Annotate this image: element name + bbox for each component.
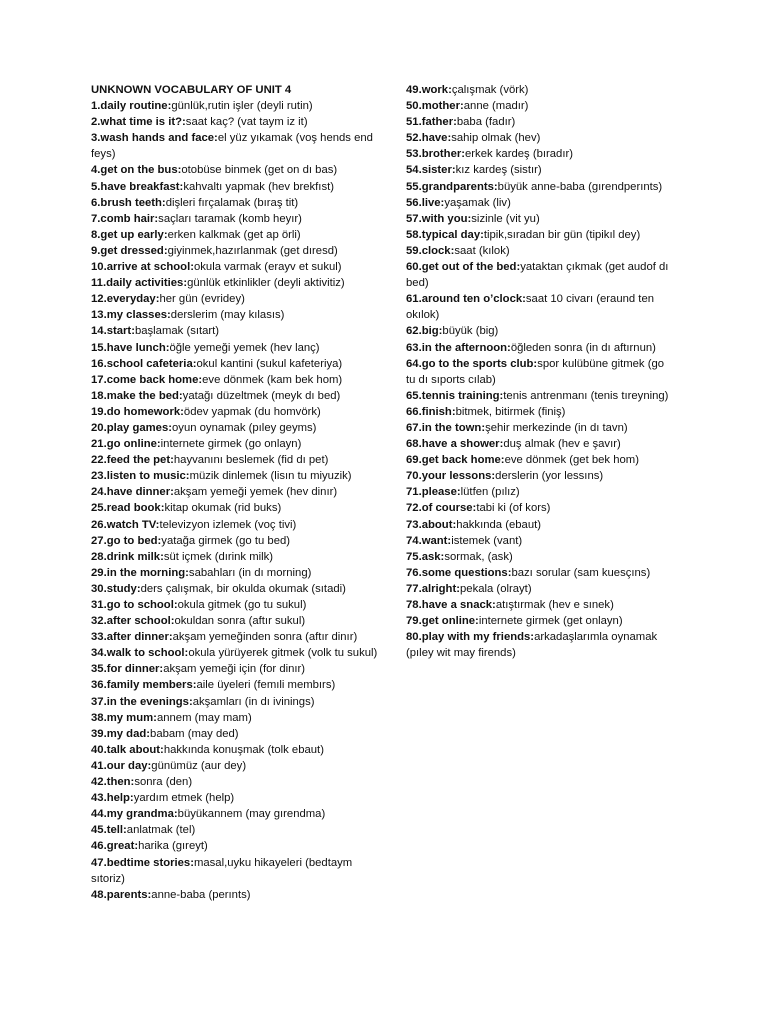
vocabulary-term: 18.make the bed:	[91, 389, 183, 402]
vocabulary-meaning: anlatmak (tel)	[126, 824, 196, 837]
vocabulary-term: 31.go to school:	[91, 599, 178, 611]
vocabulary-meaning: günlük,rutin işler (deyli rutin)	[171, 100, 313, 113]
vocabulary-term: 28.drink milk:	[91, 550, 164, 563]
vocabulary-term: 20.play games:	[91, 421, 173, 434]
vocabulary-entry	[91, 629, 387, 645]
vocabulary-meaning: hayvanını beslemek (fid dı pet)	[173, 454, 329, 467]
vocabulary-entry	[406, 500, 676, 516]
vocabulary-entry	[91, 211, 387, 227]
vocabulary-meaning: eve dönmek (get bek hom)	[504, 454, 639, 467]
right-column	[406, 82, 676, 661]
vocabulary-term: 11.daily activities:	[91, 277, 188, 290]
vocabulary-entry	[91, 677, 387, 693]
vocabulary-term: 60.get out of the bed:	[406, 261, 521, 274]
vocabulary-meaning: yatağa girmek (go tu bed)	[161, 534, 291, 547]
vocabulary-meaning: hakkında (ebaut)	[456, 518, 542, 531]
vocabulary-entry	[406, 452, 676, 468]
vocabulary-entry	[91, 806, 387, 822]
vocabulary-entry	[91, 549, 387, 565]
vocabulary-entry	[91, 838, 387, 854]
vocabulary-entry	[91, 742, 387, 758]
vocabulary-meaning: okuldan sonra (aftır sukul)	[174, 615, 306, 628]
vocabulary-entry	[406, 323, 676, 339]
vocabulary-meaning: lütfen (pılız)	[460, 486, 520, 499]
vocabulary-entry	[91, 597, 387, 613]
vocabulary-term: 40.talk about:	[91, 743, 164, 756]
vocabulary-meaning: akşam yemeği yemek (hev dinır)	[173, 486, 338, 499]
vocabulary-term: 75.ask:	[406, 550, 445, 563]
vocabulary-entry	[91, 452, 387, 468]
vocabulary-meaning: tabi ki (of kors)	[476, 502, 551, 515]
vocabulary-meaning: duş almak (hev e şavır)	[503, 438, 621, 451]
vocabulary-meaning: derslerim (may kılasıs)	[170, 309, 285, 322]
vocabulary-term: 25.read book:	[91, 502, 165, 515]
vocabulary-term: 49.work:	[406, 84, 452, 96]
vocabulary-entry	[91, 307, 387, 323]
vocabulary-meaning: sonra (den)	[134, 776, 193, 789]
vocabulary-term: 72.of course:	[406, 502, 477, 515]
vocabulary-term: 32.after school:	[91, 615, 175, 628]
vocabulary-term: 52.have:	[406, 132, 452, 145]
vocabulary-meaning: büyükannem (may gırendma)	[177, 808, 326, 821]
vocabulary-entry	[91, 162, 387, 178]
vocabulary-entry	[406, 227, 676, 243]
vocabulary-term: 79.get online:	[406, 615, 479, 628]
vocabulary-meaning: eve dönmek (kam bek hom)	[202, 373, 343, 386]
vocabulary-entry	[91, 259, 387, 275]
vocabulary-term: 6.brush teeth:	[91, 196, 166, 209]
vocabulary-meaning: babam (may ded)	[150, 727, 239, 740]
vocabulary-term: 56.live:	[406, 196, 445, 209]
vocabulary-entry	[91, 179, 387, 195]
vocabulary-entry	[91, 500, 387, 516]
vocabulary-entry	[91, 275, 387, 291]
vocabulary-meaning: spor kulübüne gitmek (go tu dı sıports cılab)	[406, 357, 665, 386]
vocabulary-meaning: okul kantini (sukul kafeteriya)	[196, 357, 343, 370]
vocabulary-entry	[406, 420, 676, 436]
vocabulary-term: 14.start:	[91, 325, 135, 338]
vocabulary-entry	[91, 484, 387, 500]
vocabulary-meaning: annem (may mam)	[156, 711, 252, 724]
vocabulary-entry	[91, 130, 387, 162]
vocabulary-term: 30.study:	[91, 582, 141, 595]
vocabulary-entry	[91, 517, 387, 533]
vocabulary-entry	[406, 484, 676, 500]
vocabulary-term: 4.get on the bus:	[91, 164, 182, 177]
vocabulary-term: 66.finish:	[406, 405, 456, 418]
vocabulary-entry	[91, 227, 387, 243]
vocabulary-meaning: masal,uyku hikayeleri (bedtaym sıtoriz)	[91, 856, 353, 885]
vocabulary-term: 55.grandparents:	[406, 180, 498, 193]
vocabulary-entry	[406, 340, 676, 356]
vocabulary-meaning: tenis antrenmanı (tenis tıreyning)	[503, 389, 669, 402]
vocabulary-entry	[406, 404, 676, 420]
vocabulary-entry	[91, 468, 387, 484]
vocabulary-term: 48.parents:	[91, 888, 152, 901]
vocabulary-entry	[406, 468, 676, 484]
vocabulary-term: 73.about:	[406, 518, 457, 531]
vocabulary-entry	[91, 694, 387, 710]
vocabulary-term: 47.bedtime stories:	[91, 856, 194, 869]
vocabulary-meaning: baba (fadır)	[456, 116, 516, 129]
vocabulary-entry	[91, 291, 387, 307]
vocabulary-entry	[91, 565, 387, 581]
vocabulary-entry	[406, 179, 676, 195]
vocabulary-meaning: okula gitmek (go tu sukul)	[177, 599, 307, 611]
vocabulary-term: 37.in the evenings:	[91, 695, 193, 708]
vocabulary-entry	[406, 82, 676, 98]
vocabulary-meaning: büyük anne-baba (gırendperınts)	[497, 180, 663, 193]
vocabulary-meaning: pekala (olrayt)	[460, 582, 532, 595]
vocabulary-entry	[406, 211, 676, 227]
vocabulary-meaning: süt içmek (dırink milk)	[163, 550, 274, 563]
vocabulary-meaning: saat 10 civarı (eraund ten okılok)	[406, 293, 655, 322]
vocabulary-term: 54.sister:	[406, 164, 456, 177]
vocabulary-entry	[91, 98, 387, 114]
vocabulary-meaning: kız kardeş (sistır)	[455, 164, 542, 177]
vocabulary-entry	[91, 661, 387, 677]
vocabulary-entry	[91, 645, 387, 661]
vocabulary-meaning: tipik,sıradan bir gün (tipikıl dey)	[483, 228, 641, 241]
vocabulary-meaning: anne-baba (perınts)	[151, 888, 251, 901]
vocabulary-meaning: büyük (big)	[442, 325, 499, 338]
vocabulary-entry	[406, 130, 676, 146]
vocabulary-meaning: sabahları (in dı morning)	[188, 566, 312, 579]
vocabulary-term: 29.in the morning:	[91, 566, 189, 579]
vocabulary-meaning: yardım etmek (help)	[133, 792, 235, 805]
vocabulary-term: 8.get up early:	[91, 228, 168, 241]
vocabulary-entry	[406, 243, 676, 259]
vocabulary-term: 67.in the town:	[406, 421, 486, 434]
vocabulary-entry	[406, 291, 676, 323]
vocabulary-entry	[91, 822, 387, 838]
vocabulary-term: 65.tennis training:	[406, 389, 504, 402]
vocabulary-meaning: saat kaç? (vat taym iz it)	[185, 116, 308, 129]
vocabulary-entry	[91, 710, 387, 726]
vocabulary-term: 74.want:	[406, 534, 452, 547]
vocabulary-meaning: yataktan çıkmak (get audof dı bed)	[406, 261, 669, 290]
vocabulary-term: 2.what time is it?:	[91, 116, 186, 129]
vocabulary-entry	[406, 517, 676, 533]
vocabulary-meaning: harika (gıreyt)	[138, 840, 208, 853]
vocabulary-term: 12.everyday:	[91, 293, 160, 306]
left-column	[91, 82, 387, 903]
vocabulary-meaning: ders çalışmak, bir okulda okumak (sıtadi)	[140, 582, 346, 595]
vocabulary-entry	[91, 887, 387, 903]
vocabulary-meaning: kitap okumak (rid buks)	[164, 502, 282, 515]
vocabulary-meaning: hakkında konuşmak (tolk ebaut)	[163, 743, 324, 756]
vocabulary-term: 34.walk to school:	[91, 647, 189, 660]
vocabulary-meaning: şehir merkezinde (in dı tavn)	[485, 421, 628, 434]
vocabulary-term: 59.clock:	[406, 244, 455, 257]
vocabulary-entry	[91, 195, 387, 211]
vocabulary-term: 10.arrive at school:	[91, 261, 194, 274]
vocabulary-entry	[406, 162, 676, 178]
vocabulary-entry	[91, 726, 387, 742]
vocabulary-entry	[406, 629, 676, 661]
vocabulary-meaning: okula varmak (erayv et sukul)	[193, 261, 342, 274]
vocabulary-entry	[91, 436, 387, 452]
vocabulary-meaning: akşam yemeği için (for dinır)	[163, 663, 306, 676]
vocabulary-entry	[91, 420, 387, 436]
vocabulary-entry	[406, 597, 676, 613]
vocabulary-entry	[91, 388, 387, 404]
vocabulary-meaning: okula yürüyerek gitmek (volk tu sukul)	[188, 647, 378, 660]
vocabulary-term: 57.with you:	[406, 212, 472, 225]
vocabulary-term: 16.school cafeteria:	[91, 357, 197, 370]
vocabulary-entry	[91, 774, 387, 790]
vocabulary-term: 26.watch TV:	[91, 518, 160, 531]
vocabulary-meaning: başlamak (sıtart)	[134, 325, 220, 338]
vocabulary-meaning: bitmek, bitirmek (finiş)	[455, 405, 566, 418]
vocabulary-meaning: sahip olmak (hev)	[451, 132, 541, 145]
document-title: UNKNOWN VOCABULARY OF UNIT 4	[91, 84, 292, 96]
vocabulary-term: 61.around ten o’clock:	[406, 293, 526, 306]
vocabulary-meaning: akşamları (in dı ivinings)	[192, 695, 315, 708]
vocabulary-entry	[91, 790, 387, 806]
vocabulary-term: 78.have a snack:	[406, 599, 496, 611]
vocabulary-meaning: giyinmek,hazırlanmak (get dıresd)	[167, 244, 338, 257]
vocabulary-term: 80.play with my friends:	[406, 631, 535, 644]
vocabulary-term: 51.father:	[406, 116, 457, 129]
vocabulary-term: 19.do homework:	[91, 405, 184, 418]
vocabulary-term: 35.for dinner:	[91, 663, 164, 676]
vocabulary-entry	[91, 404, 387, 420]
vocabulary-term: 62.big:	[406, 325, 443, 338]
vocabulary-term: 24.have dinner:	[91, 486, 174, 499]
vocabulary-meaning: atıştırmak (hev e sınek)	[495, 599, 614, 611]
vocabulary-term: 71.please:	[406, 486, 461, 499]
vocabulary-entry	[406, 436, 676, 452]
vocabulary-term: 46.great:	[91, 840, 139, 853]
vocabulary-entry	[91, 533, 387, 549]
vocabulary-term: 69.get back home:	[406, 454, 505, 467]
vocabulary-meaning: el yüz yıkamak (voş hends end feys)	[91, 132, 373, 161]
vocabulary-meaning: arkadaşlarımla oynamak (pıley wit may firends)	[406, 631, 658, 660]
vocabulary-entry	[91, 340, 387, 356]
vocabulary-meaning: saat (kılok)	[454, 244, 510, 257]
vocabulary-term: 70.your lessons:	[406, 470, 496, 483]
vocabulary-entry	[406, 356, 676, 388]
vocabulary-entry	[406, 146, 676, 162]
vocabulary-term: 45.tell:	[91, 824, 127, 837]
vocabulary-meaning: aile üyeleri (femıli membırs)	[196, 679, 336, 692]
vocabulary-term: 68.have a shower:	[406, 438, 504, 451]
vocabulary-term: 36.family members:	[91, 679, 197, 692]
vocabulary-entry	[91, 243, 387, 259]
vocabulary-meaning: sormak, (ask)	[444, 550, 513, 563]
vocabulary-meaning: oyun oynamak (pıley geyms)	[172, 421, 317, 434]
vocabulary-meaning: günlük etkinlikler (deyli aktivitiz)	[187, 277, 345, 290]
vocabulary-entry	[91, 613, 387, 629]
vocabulary-term: 41.our day:	[91, 759, 152, 772]
vocabulary-term: 77.alright:	[406, 582, 460, 595]
vocabulary-term: 58.typical day:	[406, 228, 484, 241]
vocabulary-meaning: yaşamak (liv)	[444, 196, 511, 209]
vocabulary-term: 3.wash hands and face:	[91, 132, 218, 145]
right-vocabulary-list	[406, 82, 676, 661]
vocabulary-meaning: ödev yapmak (du homvörk)	[183, 405, 321, 418]
vocabulary-term: 17.come back home:	[91, 373, 203, 386]
vocabulary-term: 53.brother:	[406, 148, 466, 161]
vocabulary-meaning: bazı sorular (sam kuesçıns)	[511, 566, 651, 579]
vocabulary-term: 64.go to the sports club:	[406, 357, 538, 370]
vocabulary-term: 44.my grandma:	[91, 808, 178, 821]
vocabulary-term: 33.after dinner:	[91, 631, 173, 644]
vocabulary-meaning: saçları taramak (komb heyır)	[158, 212, 302, 225]
vocabulary-entry	[406, 581, 676, 597]
vocabulary-term: 43.help:	[91, 792, 134, 805]
vocabulary-entry	[406, 259, 676, 291]
vocabulary-meaning: kahvaltı yapmak (hev brekfıst)	[183, 180, 334, 193]
vocabulary-term: 21.go online:	[91, 438, 161, 451]
vocabulary-term: 15.have lunch:	[91, 341, 170, 354]
vocabulary-meaning: sizinle (vit yu)	[471, 212, 540, 225]
vocabulary-entry	[406, 98, 676, 114]
vocabulary-meaning: derslerin (yor lessıns)	[495, 470, 604, 483]
vocabulary-meaning: istemek (vant)	[451, 534, 523, 547]
vocabulary-entry	[91, 758, 387, 774]
vocabulary-meaning: dişleri fırçalamak (bıraş tit)	[165, 196, 299, 209]
vocabulary-meaning: erkek kardeş (bıradır)	[465, 148, 573, 161]
vocabulary-term: 23.listen to music:	[91, 470, 190, 483]
vocabulary-entry	[91, 356, 387, 372]
vocabulary-entry	[91, 114, 387, 130]
vocabulary-term: 27.go to bed:	[91, 534, 162, 547]
vocabulary-meaning: öğleden sonra (in dı aftırnun)	[510, 341, 656, 354]
vocabulary-meaning: öğle yemeği yemek (hev lanç)	[169, 341, 320, 354]
vocabulary-term: 38.my mum:	[91, 711, 157, 724]
vocabulary-term: 1.daily routine:	[91, 100, 172, 113]
vocabulary-term: 9.get dressed:	[91, 244, 168, 257]
vocabulary-entry	[406, 533, 676, 549]
vocabulary-meaning: anne (madır)	[463, 100, 529, 113]
vocabulary-meaning: internete girmek (go onlayn)	[160, 438, 302, 451]
vocabulary-meaning: müzik dinlemek (lisın tu miyuzik)	[189, 470, 352, 483]
vocabulary-entry	[406, 114, 676, 130]
vocabulary-entry	[91, 855, 387, 887]
vocabulary-entry	[406, 388, 676, 404]
vocabulary-entry	[91, 581, 387, 597]
vocabulary-entry	[91, 323, 387, 339]
vocabulary-entry	[406, 565, 676, 581]
vocabulary-term: 13.my classes:	[91, 309, 171, 322]
left-vocabulary-list	[91, 98, 387, 903]
vocabulary-term: 7.comb hair:	[91, 212, 159, 225]
vocabulary-entry	[91, 372, 387, 388]
vocabulary-entry	[406, 549, 676, 565]
vocabulary-meaning: günümüz (aur dey)	[151, 759, 247, 772]
vocabulary-meaning: otobüse binmek (get on dı bas)	[181, 164, 338, 177]
vocabulary-meaning: internete girmek (get onlayn)	[478, 615, 623, 628]
vocabulary-term: 76.some questions:	[406, 566, 512, 579]
vocabulary-term: 63.in the afternoon:	[406, 341, 511, 354]
vocabulary-meaning: çalışmak (vörk)	[451, 84, 529, 96]
vocabulary-term: 5.have breakfast:	[91, 180, 184, 193]
vocabulary-meaning: erken kalkmak (get ap örli)	[167, 228, 301, 241]
vocabulary-entry	[406, 613, 676, 629]
vocabulary-term: 39.my dad:	[91, 727, 151, 740]
vocabulary-term: 42.then:	[91, 776, 135, 789]
vocabulary-term: 22.feed the pet:	[91, 454, 174, 467]
vocabulary-term: 50.mother:	[406, 100, 464, 113]
vocabulary-meaning: yatağı düzeltmek (meyk dı bed)	[182, 389, 341, 402]
vocabulary-meaning: akşam yemeğinden sonra (aftır dinır)	[172, 631, 358, 644]
vocabulary-meaning: her gün (evridey)	[159, 293, 245, 306]
vocabulary-meaning: televizyon izlemek (voç tivi)	[159, 518, 297, 531]
vocabulary-entry	[406, 195, 676, 211]
